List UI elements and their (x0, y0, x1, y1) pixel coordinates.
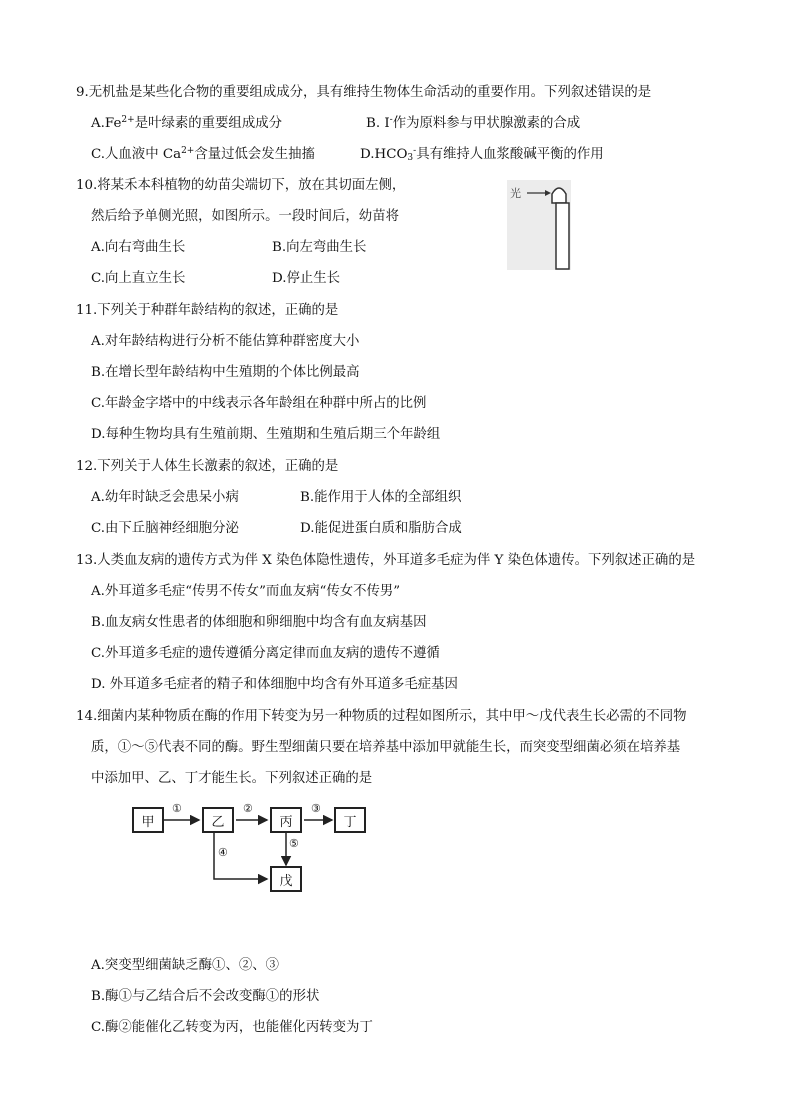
q12-option-b: B.能作用于人体的全部组织 (300, 490, 462, 505)
enzyme-4-label: ④ (218, 846, 228, 859)
node-wu: 戊 (270, 866, 302, 892)
node-yi: 乙 (202, 807, 234, 833)
q14-option-c: C.酶②能催化乙转变为丙，也能催化丙转变为丁 (91, 1020, 373, 1035)
node-jia: 甲 (132, 807, 164, 833)
q13-option-b: B.血友病女性患者的体细胞和卵细胞中均含有血友病基因 (91, 615, 427, 630)
q9-option-a: $A.Fe^{2+}$是叶绿素的重要组成成分 (91, 115, 282, 131)
q11-option-d: D.每种生物均具有生殖前期、生殖期和生殖后期三个年龄组 (91, 427, 441, 442)
q14-stem-line2: 质，①～⑤代表不同的酶。野生型细菌只要在培养基中添加甲就能生长，而突变型细菌必须在培养基 (91, 740, 681, 755)
enzyme-1-label: ① (172, 802, 182, 815)
q14-option-a: A.突变型细菌缺乏酶①、②、③ (91, 958, 280, 973)
q10-option-c: C.向上直立生长 (91, 271, 186, 286)
q12-option-a: A.幼年时缺乏会患呆小病 (91, 490, 239, 505)
q13-stem: 13.人类血友病的遗传方式为伴 X 染色体隐性遗传，外耳道多毛症为伴 Y 染色体遗传。下列叙述正确的是 (76, 553, 696, 568)
q10-option-d: D.停止生长 (272, 271, 341, 286)
seedling-stem (556, 203, 569, 269)
enzyme-2-label: ② (243, 802, 253, 815)
enzyme-5-label: ⑤ (289, 837, 299, 850)
q9-option-b: B. I-作为原料参与甲状腺激素的合成 (366, 115, 581, 131)
q14-stem-line3: 中添加甲、乙、丁才能生长。下列叙述正确的是 (91, 771, 373, 786)
q11-stem: 11.下列关于种群年龄结构的叙述，正确的是 (76, 303, 339, 318)
node-bing: 丙 (270, 807, 302, 833)
q12-option-c: C.由下丘脑神经细胞分泌 (91, 521, 239, 536)
q11-option-a: A.对年龄结构进行分析不能估算种群密度大小 (91, 334, 360, 349)
q13-option-a: A.外耳道多毛症“传男不传女”而血友病“传女不传男” (91, 584, 401, 599)
q12-option-d: D.能促进蛋白质和脂肪合成 (300, 521, 462, 536)
q9-stem: 9.无机盐是某些化合物的重要组成成分，具有维持生物体生命活动的重要作用。下列叙述错误的是 (76, 85, 652, 100)
seedling-figure (507, 180, 571, 270)
q14-option-b: B.酶①与乙结合后不会改变酶①的形状 (91, 989, 320, 1004)
q9-option-c: C.人血液中 $Ca^{2+}$含量过低会发生抽搐 (91, 146, 315, 162)
node-ding: 丁 (334, 807, 366, 833)
q11-option-b: B.在增长型年龄结构中生殖期的个体比例最高 (91, 365, 360, 380)
excised-tip (552, 188, 566, 203)
q10-option-b: B.向左弯曲生长 (272, 240, 367, 255)
q10-stem-line1: 10.将某禾本科植物的幼苗尖端切下，放在其切面左侧， (76, 178, 406, 193)
q11-option-c: C.年龄金字塔中的中线表示各年龄组在种群中所占的比例 (91, 396, 427, 411)
q14-stem-line1: 14.细菌内某种物质在酶的作用下转变为另一种物质的过程如图所示，其中甲～戊代表生长必需的不同物 (76, 709, 687, 724)
q13-option-d: D. 外耳道多毛症者的精子和体细胞中均含有外耳道多毛症基因 (91, 677, 458, 692)
light-label: 光 (510, 187, 521, 200)
q10-stem-line2: 然后给予单侧光照，如图所示。一段时间后，幼苗将 (91, 209, 399, 224)
light-arrow-head (545, 190, 551, 196)
pathway-diagram (125, 800, 375, 900)
q10-option-a: A.向右弯曲生长 (91, 240, 186, 255)
enzyme-3-label: ③ (311, 802, 321, 815)
q9-option-d: $D.HCO_3^-$具有维持人血浆酸碱平衡的作用 (360, 146, 604, 163)
q12-stem: 12.下列关于人体生长激素的叙述，正确的是 (76, 459, 339, 474)
q13-option-c: C.外耳道多毛症的遗传遵循分离定律而血友病的遗传不遵循 (91, 646, 440, 661)
